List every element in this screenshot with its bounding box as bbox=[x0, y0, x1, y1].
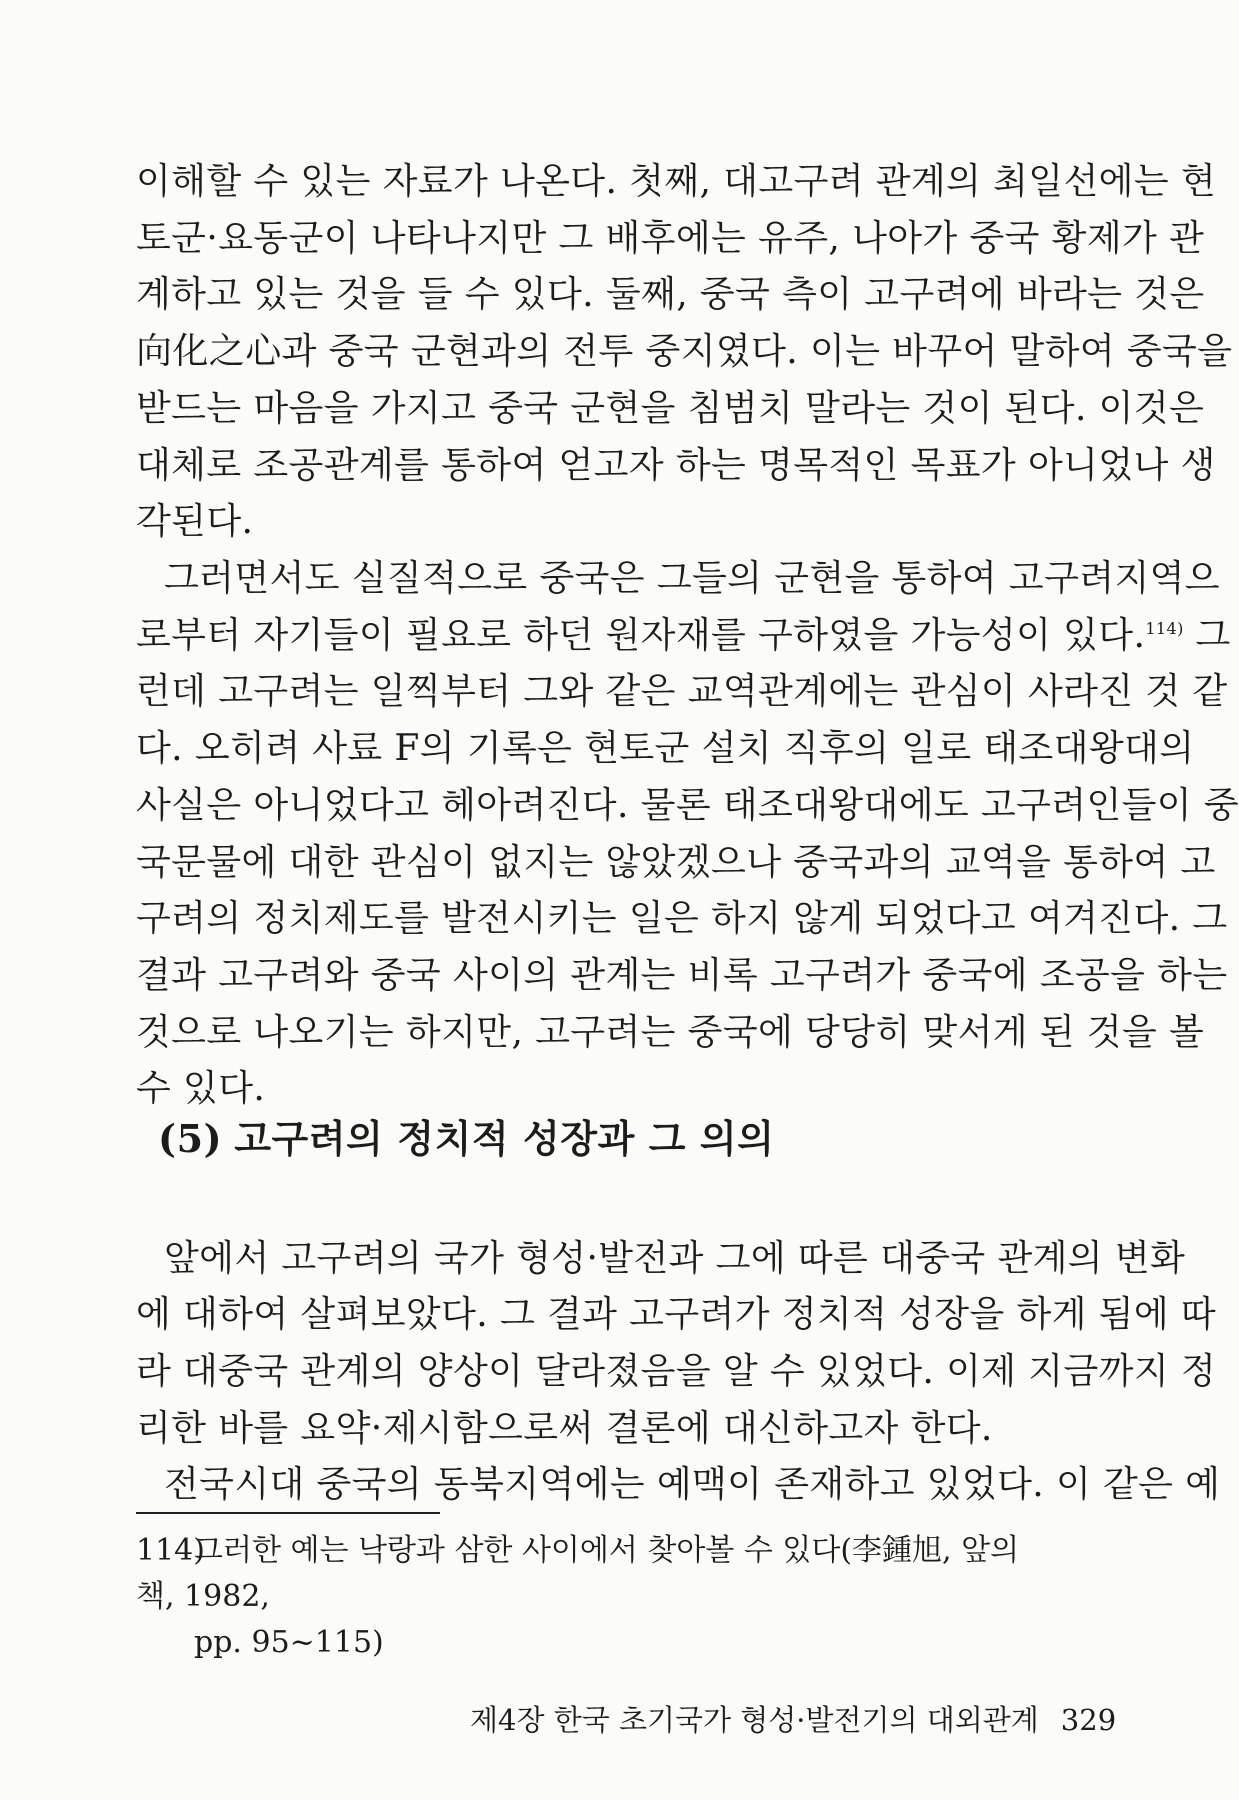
body-line: 이해할 수 있는 자료가 나온다. 첫째, 대고구려 관계의 최일선에는 현 bbox=[136, 161, 1217, 202]
body-line: 전국시대 중국의 동북지역에는 예맥이 존재하고 있었다. 이 같은 예 bbox=[164, 1464, 1221, 1505]
section-heading bbox=[158, 1113, 775, 1165]
body-line-text: 로부터 자기들이 필요로 하던 원자재를 구하였을 가능성이 있다. bbox=[136, 615, 1146, 656]
footnote-text-continued: pp. 95~115) bbox=[194, 1625, 384, 1660]
footnote-number: 114) bbox=[136, 1533, 205, 1568]
section-number: (5) bbox=[158, 1116, 223, 1161]
body-line: 각된다. bbox=[136, 501, 254, 542]
page-number: 329 bbox=[1060, 1703, 1117, 1737]
chapter-title: 제4장 한국 초기국가 형성·발전기의 대외관계 bbox=[470, 1703, 1039, 1737]
footnote-text: 그러한 예는 낙랑과 삼한 사이에서 찾아볼 수 있다(李鍾旭, 앞의 책, 1982, bbox=[136, 1533, 1020, 1614]
body-line: 에 대하여 살펴보았다. 그 결과 고구려가 정치적 성장을 하게 됨에 따 bbox=[136, 1294, 1217, 1335]
body-line-tail: 그 bbox=[1183, 615, 1231, 656]
body-line: 수 있다. bbox=[136, 1068, 266, 1109]
body-line: 앞에서 고구려의 국가 형성·발전과 그에 따른 대중국 관계의 변화 bbox=[164, 1238, 1186, 1279]
body-line: 받드는 마음을 가지고 중국 군현을 침범치 말라는 것이 된다. 이것은 bbox=[136, 388, 1205, 429]
running-footer bbox=[470, 1700, 1117, 1740]
section-title: 고구려의 정치적 성장과 그 의의 bbox=[234, 1116, 775, 1161]
body-line: 구려의 정치제도를 발전시키는 일은 하지 않게 되었다고 여겨진다. 그 bbox=[136, 898, 1228, 939]
body-line: 토군·요동군이 나타나지만 그 배후에는 유주, 나아가 중국 황제가 관 bbox=[136, 218, 1205, 259]
body-line: 다. 오히려 사료 F의 기록은 현토군 설치 직후의 일로 태조대왕대의 bbox=[136, 728, 1195, 769]
body-line: 대체로 조공관계를 통하여 얻고자 하는 명목적인 목표가 아니었나 생 bbox=[136, 445, 1216, 486]
body-line: 리한 바를 요약·제시함으로써 결론에 대신하고자 한다. bbox=[136, 1408, 993, 1449]
body-line: 그러면서도 실질적으로 중국은 그들의 군현을 통하여 고구려지역으 bbox=[164, 558, 1220, 599]
body-line: 계하고 있는 것을 들 수 있다. 둘째, 중국 측이 고구려에 바라는 것은 bbox=[136, 274, 1205, 315]
body-line: 라 대중국 관계의 양상이 달라졌음을 알 수 있었다. 이제 지금까지 정 bbox=[136, 1351, 1217, 1392]
body-line: 向化之心과 중국 군현과의 전투 중지였다. 이는 바꾸어 말하여 중국을 bbox=[136, 331, 1233, 372]
body-line: 사실은 아니었다고 헤아려진다. 물론 태조대왕대에도 고구려인들이 중 bbox=[136, 785, 1239, 826]
body-line: 결과 고구려와 중국 사이의 관계는 비록 고구려가 중국에 조공을 하는 bbox=[136, 955, 1228, 996]
body-line: 국문물에 대한 관심이 없지는 않았겠으나 중국과의 교역을 통하여 고 bbox=[136, 842, 1216, 883]
footnote bbox=[136, 1528, 1066, 1666]
footnote-divider bbox=[136, 1512, 440, 1514]
body-line bbox=[136, 612, 1231, 660]
body-line: 것으로 나오기는 하지만, 고구려는 중국에 당당히 맞서게 된 것을 볼 bbox=[136, 1012, 1205, 1053]
body-line: 런데 고구려는 일찍부터 그와 같은 교역관계에는 관심이 사라진 것 같 bbox=[136, 671, 1228, 712]
footnote-reference: 114) bbox=[1145, 619, 1184, 638]
